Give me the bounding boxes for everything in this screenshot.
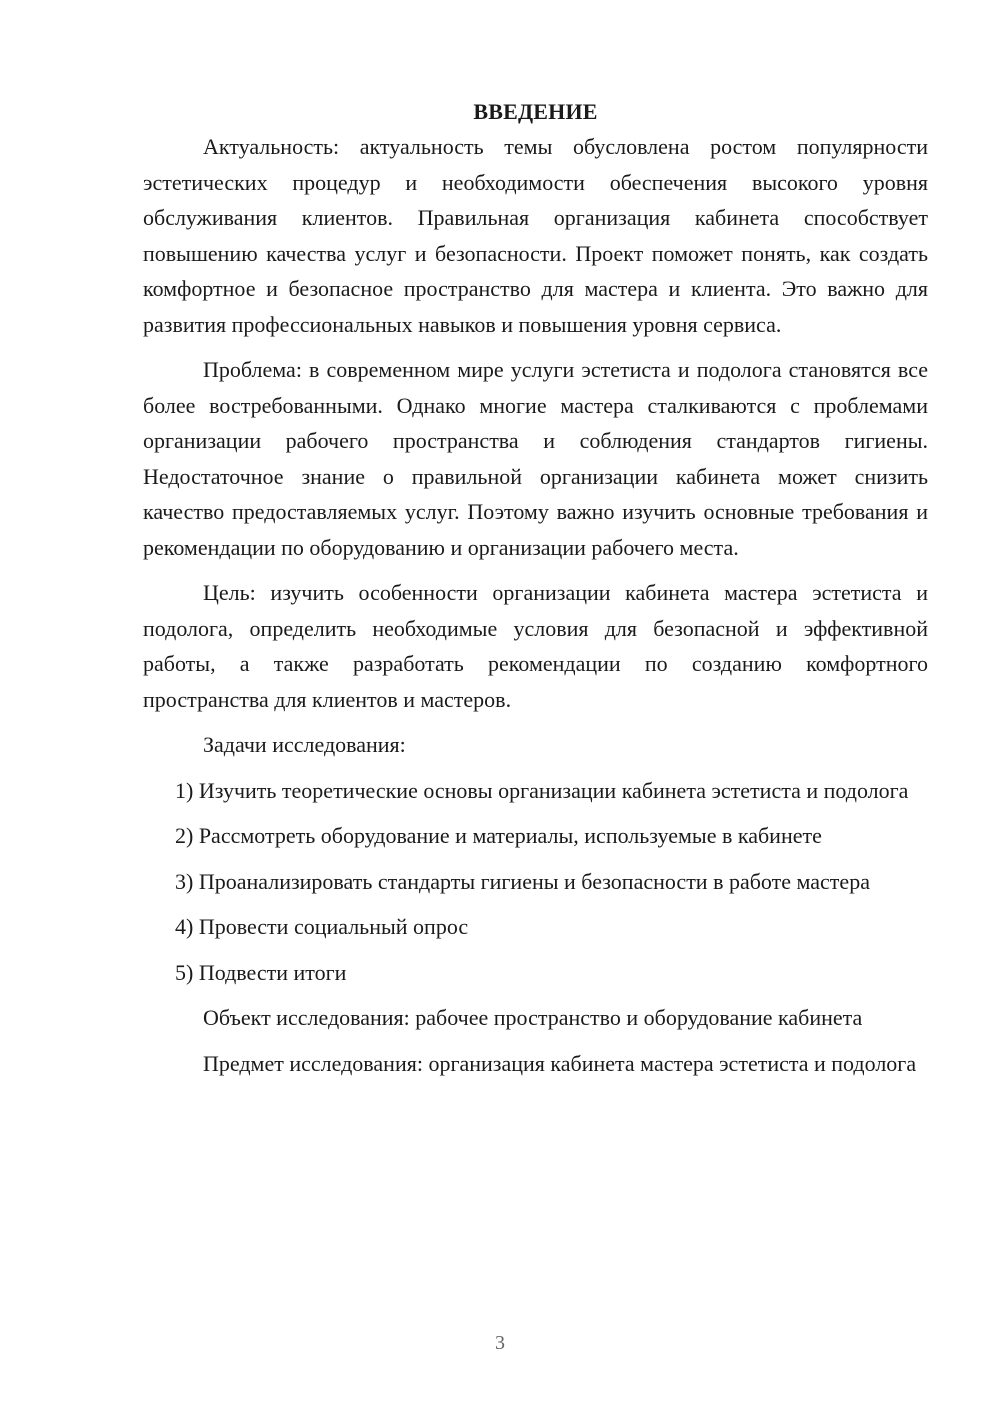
page-number: 3 (495, 1332, 505, 1354)
paragraph-subject: Предмет исследования: организация кабинета мастера эстетиста и подолога (203, 1050, 917, 1076)
paragraph-relevance: Актуальность: актуальность темы обусловлена ростом популярности эстетических процедур и необходимости обеспечения высокого уровня обслуживания клиентов. Правильная организация кабинета способствует повышению качества услуг и безопасности. Проект поможет понять, как создать комфортное и безопасное пространство для мастера и клиента. Это важно для развития профессиональных навыков и повышения уровня сервиса. (143, 134, 928, 337)
page-title: ВВЕДЕНИЕ (473, 99, 598, 124)
task-item-4: 4) Провести социальный опрос (175, 914, 469, 939)
task-item-3: 3) Проанализировать стандарты гигиены и безопасности в работе мастера (175, 868, 870, 894)
task-item-5: 5) Подвести итоги (175, 959, 347, 985)
paragraph-object: Объект исследования: рабочее пространство и оборудование кабинета (203, 1005, 863, 1030)
paragraph-goal: Цель: изучить особенности организации кабинета мастера эстетиста и подолога, определить необходимые условия для безопасной и эффективной работы, а также разработать рекомендации по созданию комфортного пространства для клиентов и мастеров. (143, 580, 928, 712)
paragraph-problem: Проблема: в современном мире услуги эстетиста и подолога становятся все более востребованными. Однако многие мастера сталкиваются с проблемами организации рабочего пространства и соблюдения стандартов гигиены. Недостаточное знание о правильной организации кабинета может снизить качество предоставляемых услуг. Поэтому важно изучить основные требования и рекомендации по оборудованию и организации рабочего места. (143, 357, 928, 560)
document-page (143, 94, 928, 1091)
task-item-2: 2) Рассмотреть оборудование и материалы, используемые в кабинете (175, 823, 822, 848)
tasks-heading: Задачи исследования: (203, 732, 406, 757)
task-item-1: 1) Изучить теоретические основы организации кабинета эстетиста и подолога (175, 777, 909, 803)
